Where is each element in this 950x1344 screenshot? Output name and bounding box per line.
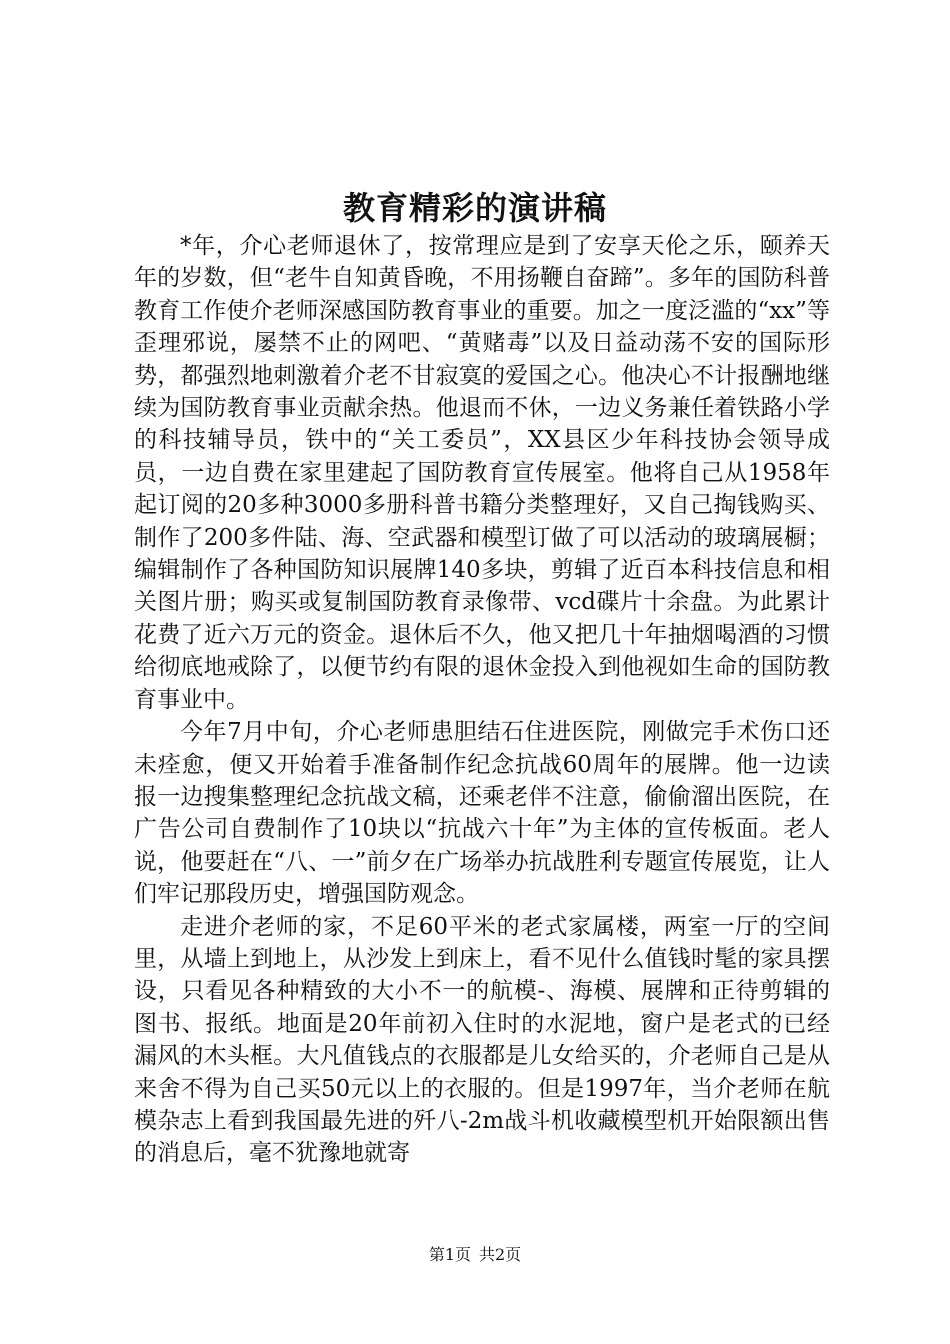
page-footer: [0, 1243, 950, 1267]
document-title: 教育精彩的演讲稿: [342, 189, 607, 227]
paragraph-1: *年，介心老师退休了，按常理应是到了安享天伦之乐，颐养天年的岁数，但“老牛自知黄昏晚，不用扬鞭自奋蹄”。多年的国防科普教育工作使介老师深感国防教育事业的重要。加之一度泛滥的“xx”等歪理邪说，屡禁不止的网吧、“黄赌毒”以及日益动荡不安的国际形势，都强烈地刺激着介老不甘寂寞的爱国之心。他决心不计报酬地继续为国防教育事业贡献余热。他退而不休，一边义务兼任着铁路小学的科技辅导员，铁中的“关工委员”，XX县区少年科技协会领导成员，一边自费在家里建起了国防教育宣传展室。他将自己从1958年起订阅的20多种3000多册科普书籍分类整理好，又自己掏钱购买、制作了200多件陆、海、空武器和模型订做了可以活动的玻璃展橱；编辑制作了各种国防知识展牌140多块，剪辑了近百本科技信息和相关图片册；购买或复制国防教育录像带、vcd碟片十余盘。为此累计花费了近六万元的资金。退休后不久，他又把几十年抽烟喝酒的习惯给彻底地戒除了，以便节约有限的退休金投入到他视如生命的国防教育事业中。: [134, 233, 830, 713]
page-number: 第1页: [428, 1245, 471, 1264]
document-body: [134, 230, 830, 1170]
paragraph-3: 走进介老师的家，不足60平米的老式家属楼，两室一厅的空间里，从墙上到地上，从沙发上到床上，看不见什么值钱时髦的家具摆设，只看见各种精致的大小不一的航模-、海模、展牌和正待剪辑的图书、报纸。地面是20年前初入住时的水泥地，窗户是老式的已经漏风的木头框。大凡值钱点的衣服都是儿女给买的，介老师自己是从来舍不得为自己买50元以上的衣服的。但是1997年，当介老师在航模杂志上看到我国最先进的歼八-2m战斗机收藏模型机开始限额出售的消息后，毫不犹豫地就寄: [134, 913, 830, 1167]
page-total: 共2页: [479, 1245, 522, 1264]
paragraph-2: 今年7月中旬，介心老师患胆结石住进医院，刚做完手术伤口还未痊愈，便又开始着手准备制作纪念抗战60周年的展牌。他一边读报一边搜集整理纪念抗战文稿，还乘老伴不注意，偷偷溜出医院，在广告公司自费制作了10块以“抗战六十年”为主体的宣传板面。老人说，他要赶在“八、一”前夕在广场举办抗战胜利专题宣传展览，让人们牢记那段历史，增强国防观念。: [134, 719, 830, 908]
